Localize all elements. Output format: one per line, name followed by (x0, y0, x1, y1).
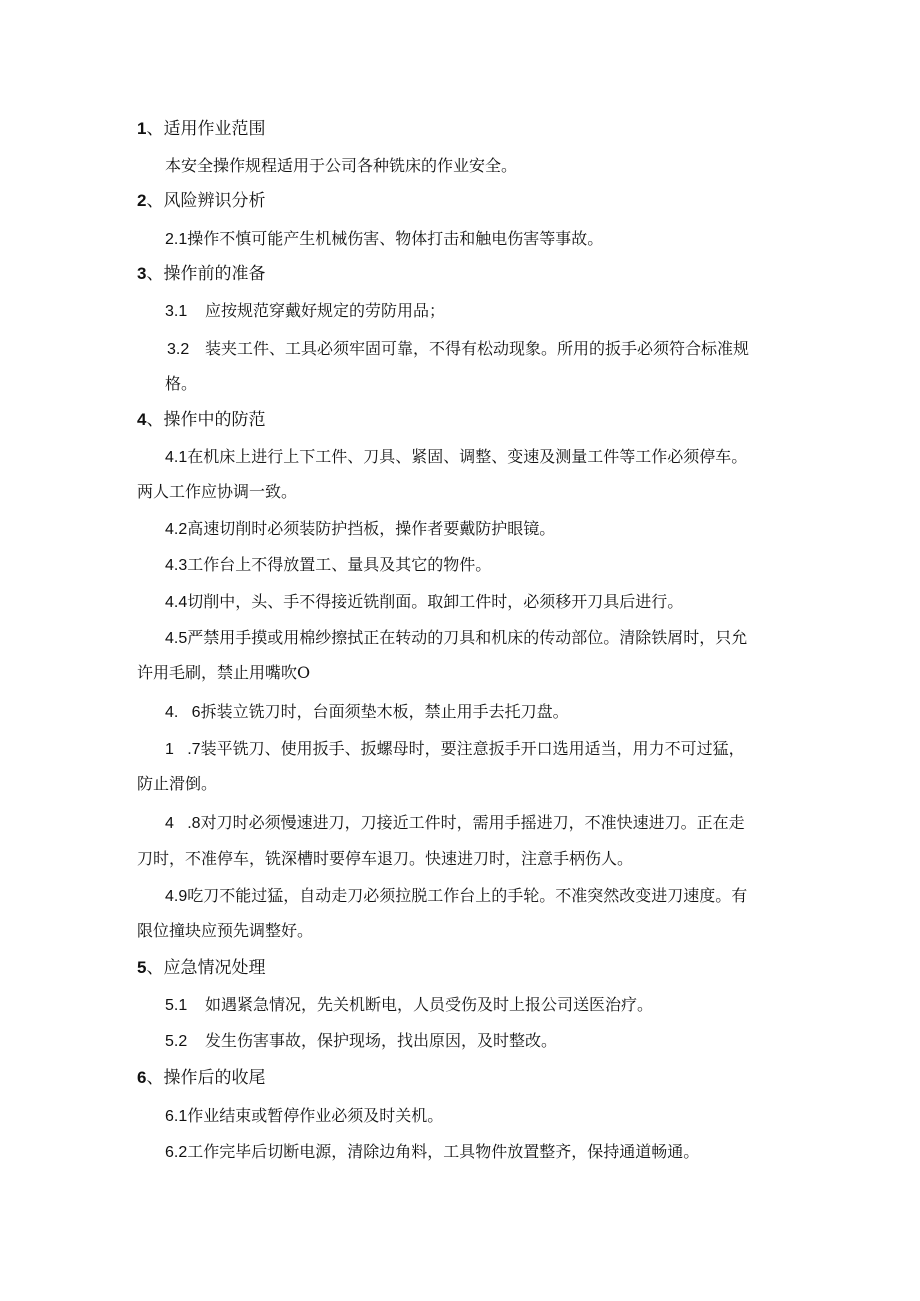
clause-line: 1 .7装平铣刀、使用扳手、扳螺母时，要注意扳手开口选用适当，用力不可过猛， (165, 739, 745, 758)
clause-line: 5.1 如遇紧急情况，先关机断电，人员受伤及时上报公司送医治疗。 (165, 995, 654, 1014)
clause-line: 4.9吃刀不能过猛，自动走刀必须拉脱工作台上的手轮。不准突然改变进刀速度。有 (165, 886, 748, 905)
clause-continuation: 刀时，不准停车，铣深槽时要停车退刀。快速进刀时，注意手柄伤人。 (137, 849, 634, 868)
clause-line: 5.2 发生伤害事故，保护现场，找出原因，及时整改。 (165, 1031, 558, 1050)
clause-line: 4.4切削中，头、手不得接近铣削面。取卸工件时，必须移开刀具后进行。 (165, 592, 684, 611)
section-heading: 4、操作中的防范 (137, 410, 266, 430)
clause-line: 4.2高速切削时必须装防护挡板，操作者要戴防护眼镜。 (165, 519, 556, 538)
clause-continuation: 防止滑倒。 (137, 774, 218, 793)
clause-line: 3.2 装夹工件、工具必须牢固可靠，不得有松动现象。所用的扳手必须符合标准规 (167, 339, 750, 358)
section-heading: 6、操作后的收尾 (137, 1068, 266, 1088)
section-heading: 3、操作前的准备 (137, 264, 266, 284)
clause-line: 4.5严禁用手摸或用棉纱擦拭正在转动的刀具和机床的传动部位。清除铁屑时，只允 (165, 628, 748, 647)
clause-line: 4.1在机床上进行上下工件、刀具、紧固、调整、变速及测量工件等工作必须停车。 (165, 447, 748, 466)
clause-line: 6.1作业结束或暂停作业必须及时关机。 (165, 1106, 444, 1125)
clause-line: 4. 6拆装立铣刀时，台面须垫木板，禁止用手去托刀盘。 (165, 702, 569, 721)
clause-continuation: 许用毛刷，禁止用嘴吹O (137, 663, 311, 682)
clause-line: 2.1操作不慎可能产生机械伤害、物体打击和触电伤害等事故。 (165, 229, 604, 248)
clause-line: 4.3工作台上不得放置工、量具及其它的物件。 (165, 555, 492, 574)
clause-line: 3.1 应按规范穿戴好规定的劳防用品； (165, 301, 446, 320)
section-heading: 1、适用作业范围 (137, 119, 266, 139)
clause-continuation: 限位撞块应预先调整好。 (137, 921, 314, 940)
paragraph-line: 本安全操作规程适用于公司各种铣床的作业安全。 (165, 156, 518, 175)
clause-line: 6.2工作完毕后切断电源，清除边角料，工具物件放置整齐，保持通道畅通。 (165, 1142, 700, 1161)
section-heading: 5、应急情况处理 (137, 958, 266, 978)
clause-continuation: 格。 (165, 374, 198, 393)
clause-line: 4 .8对刀时必须慢速进刀，刀接近工件时，需用手摇进刀，不准快速进刀。正在走 (165, 813, 745, 832)
section-heading: 2、风险辨识分析 (137, 191, 266, 211)
clause-continuation: 两人工作应协调一致。 (137, 482, 298, 501)
